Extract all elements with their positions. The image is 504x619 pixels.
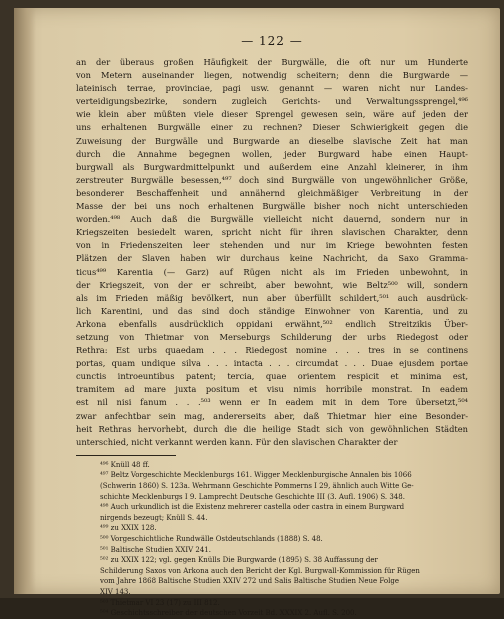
footnote-line: Schilderung Saxos von Arkona auch den Bericht der Kgl. Burgwall-Kommission für Rügen (100, 566, 420, 575)
body-line: von in Friedenszeiten leer stehenden und nur im Kriege bewohnten festen (76, 240, 468, 251)
body-line: verteidigungsbezirke, sondern zugleich Gerichts- und Verwaltungssprengel,⁴⁹⁶ (76, 96, 468, 107)
page-number: — 122 — (241, 34, 303, 48)
footnote-line: ⁴⁹⁷ Beltz Vorgeschichte Mecklenburgs 161. Wigger Mecklenburgische Annalen bis 1066 (100, 471, 412, 480)
footnote-line: ⁵⁰⁴ Geschichtsschreiber der deutschen Vorzeit Bd. XXXIX 2. Aufl. S. 200. (100, 609, 357, 618)
footnote-line: ⁵⁰² zu XXIX 122; vgl. gegen Knülls Die Burgwarde (1895) S. 38 Auffassung der (100, 556, 378, 565)
footnotes (76, 460, 468, 619)
body-line: Masse der bei uns noch erhaltenen Burgwälle bisher noch nicht unterschieden (76, 201, 468, 212)
body-line: Arkona ebenfalls ausdrücklich oppidani erwähnt,⁵⁰² endlich Streitzikis Über- (76, 318, 468, 329)
body-text (76, 56, 468, 449)
page-gutter (14, 8, 36, 594)
body-line: Kriegszeiten besiedelt waren, spricht nicht für ihren slavischen Charakter, denn (76, 227, 468, 238)
body-line: tramitem ad mare juxta positum et visu nimis horribile monstrat. In eadem (76, 384, 468, 395)
body-line: durch die Annahme begegnen wollen, jeder Burgward habe einen Haupt- (76, 148, 468, 159)
body-line: unterschied, nicht verkannt werden kann. Für den slavischen Charakter der (76, 436, 398, 447)
footnote-line: ⁵⁰¹ Baltische Studien XXIV 241. (100, 545, 211, 554)
body-line: portas, quam undique silva . . . intacta . . . circumdat . . . Duae ejusdem portae (76, 358, 468, 369)
body-line: wie klein aber müßten viele dieser Sprengel gewesen sein, wäre auf jeden der (76, 109, 468, 120)
body-line: Zuweisung der Burgwälle und Burgwarde an dieselbe slavische Zeit hat man (76, 135, 468, 146)
footnote-line: XIV 143. (100, 587, 131, 596)
footnote-line: nirgends bezeugt; Knüll S. 44. (100, 513, 208, 522)
body-line: Rethra: Est urbs quaedam . . . Riedegost nomine . . . tres in se continens (76, 345, 468, 356)
body-line: worden.⁴⁹⁸ Auch daß die Burgwälle vielleicht nicht dauernd, sondern nur in (76, 214, 468, 225)
footnote-line: (Schwerin 1860) S. 123a. Wehrmann Geschichte Pommerns I 29, ähnlich auch Witte Ge- (100, 482, 414, 490)
footnote-line: ⁵⁰³ Thietmar VI 23 (17) zu III 812. (100, 598, 220, 607)
body-line: besonderer Beschaffenheit und annähernd gleichmäßiger Verbreitung in der (76, 187, 468, 198)
footnote-line: ⁴⁹⁹ zu XXIX 128. (100, 524, 157, 533)
footnote-line: vom Jahre 1868 Baltische Studien XXIV 272 und Salis Baltische Studien Neue Folge (100, 577, 399, 586)
body-line: cunctis introeuntibus patent; tercia, quae orientem respicit et minima est, (76, 371, 468, 382)
footnote-line: ⁴⁹⁸ Auch urkundlich ist die Existenz mehrerer castella oder castra in einem Burgward (100, 503, 405, 512)
body-line: lateinisch terrae, provinciae, pagi usw. genannt — waren nicht nur Landes- (76, 83, 468, 94)
body-line: burgwall als Burgwardmittelpunkt und außerdem eine Anzahl kleinerer, in ihm (76, 161, 468, 172)
body-line: zerstreuter Burgwälle besessen,⁴⁹⁷ doch sind Burgwälle von ungewöhnlicher Größe, (76, 174, 468, 185)
body-line: setzung von Thietmar von Merseburgs Schilderung der urbs Riedegost oder (76, 331, 468, 342)
footnote-line: schichte Mecklenburgs I 9. Lamprecht Deutsche Geschichte III (3. Aufl. 1906) S. 348. (100, 492, 405, 501)
text-block (76, 34, 468, 619)
footnote-line: ⁵⁰⁰ Vorgeschichtliche Rundwälle Ostdeutschlands (1888) S. 48. (100, 534, 323, 543)
footnote-line: ⁴⁹⁶ Knüll 48 ff. (100, 460, 150, 469)
body-line: zwar anfechtbar sein mag, andererseits aber, daß Thietmar hier eine Besonder- (76, 410, 468, 421)
body-line: als im Frieden mäßig bevölkert, nun aber überfüllt schildert,⁵⁰¹ auch ausdrück- (76, 292, 468, 303)
footnote-divider (76, 455, 176, 456)
body-line: uns erhaltenen Burgwälle einer zu rechnen? Dieser Schwierigkeit gegen die (76, 122, 468, 133)
body-line: ticus⁴⁹⁹ Karentia (— Garz) auf Rügen nicht als im Frieden unbewohnt, in (76, 266, 468, 277)
body-line: an der überaus großen Häufigkeit der Burgwälle, die oft nur um Hunderte (76, 57, 468, 67)
body-line: heit Rethras hervorhebt, durch die die heilige Stadt sich von gewöhnlichen Städten (76, 423, 468, 434)
body-line: der Kriegszeit, von der er schreibt, aber bewohnt, wie Beltz⁵⁰⁰ will, sondern (76, 279, 468, 290)
body-line: lich Karentini, und das sind doch ständige Einwohner von Karentia, und zu (76, 305, 468, 316)
body-line: Plätzen der Slaven haben wir durchaus keine Nachricht, da Saxo Gramma- (76, 253, 468, 264)
body-line: est nil nisi fanum . . .⁵⁰³ wenn er In eadem mit in dem Tore übersetzt,⁵⁰⁴ (76, 397, 468, 408)
body-line: von Metern auseinander liegen, notwendig scheitern; denn die Burgwarde — (76, 70, 468, 81)
